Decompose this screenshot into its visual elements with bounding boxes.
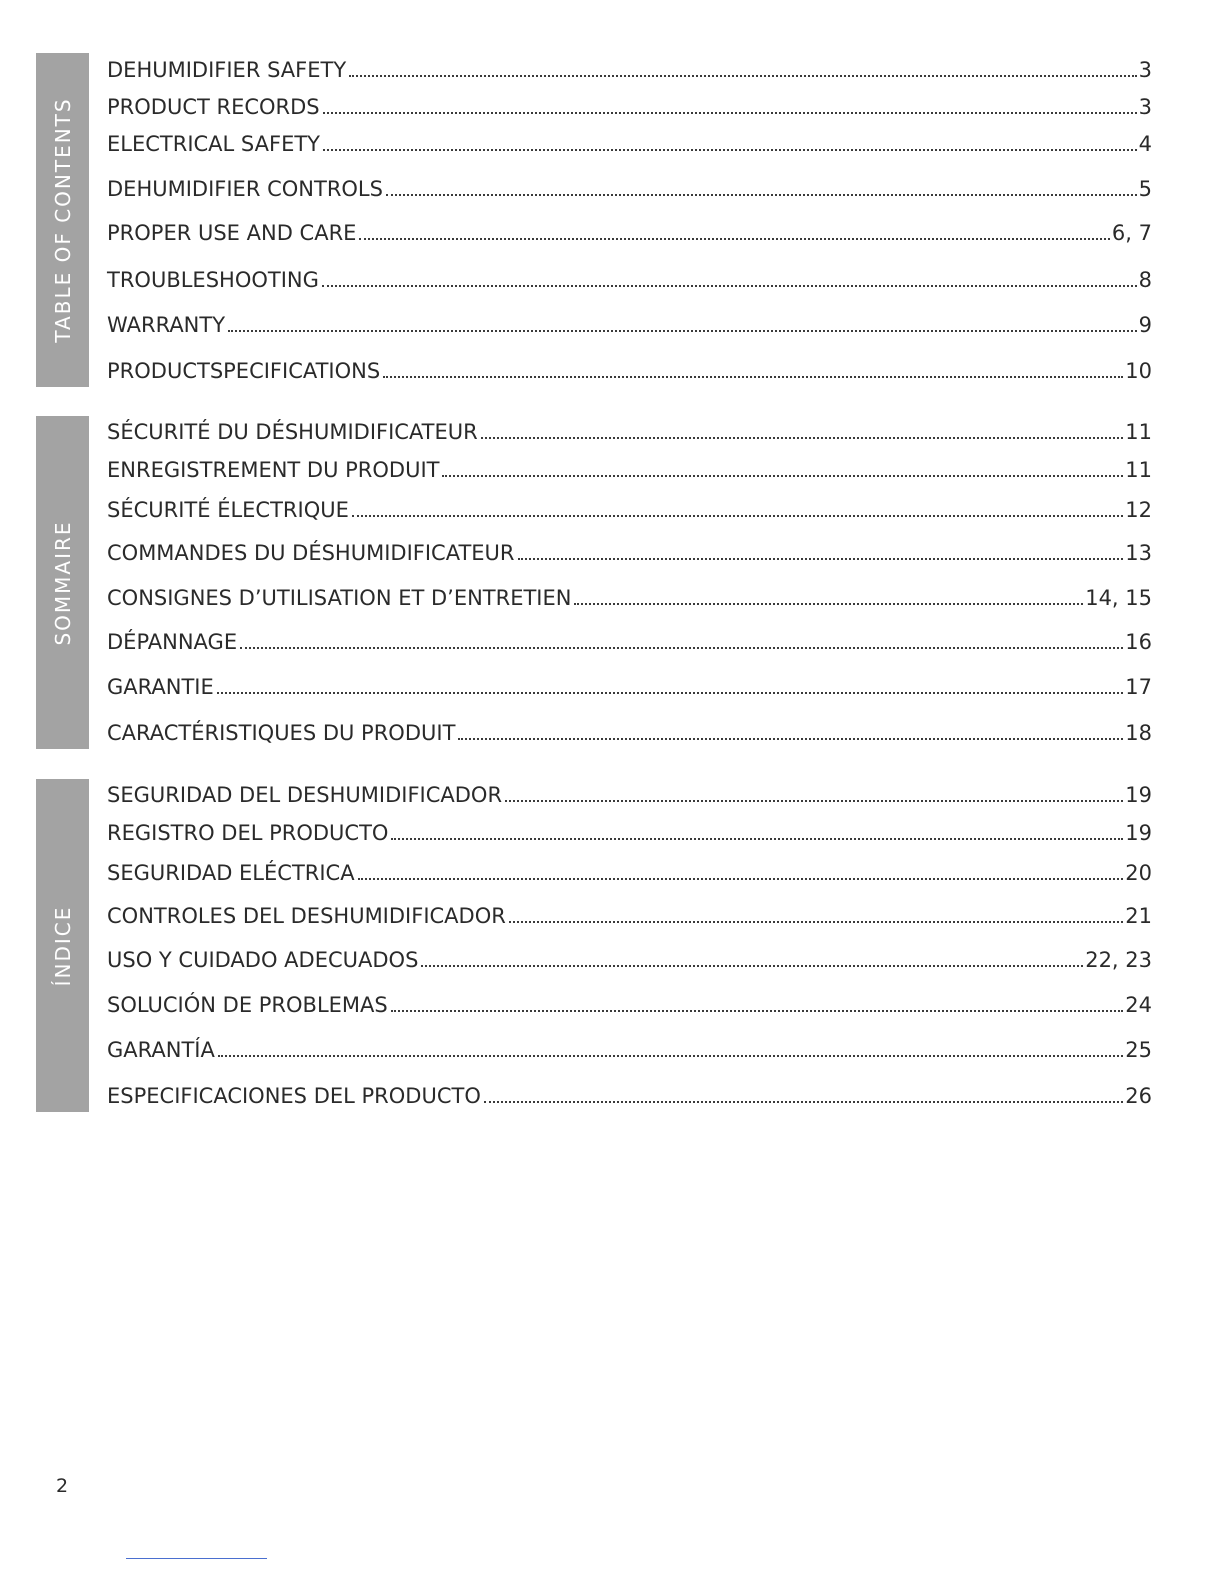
toc-entry[interactable] — [107, 947, 1152, 973]
toc-entry[interactable] — [107, 540, 1152, 566]
toc-entry-page: 10 — [1125, 359, 1152, 383]
toc-entry-title: USO Y CUIDADO ADECUADOS — [107, 948, 419, 972]
dot-leader — [505, 800, 1123, 802]
toc-entry-page: 26 — [1125, 1084, 1152, 1108]
toc-entry-title: COMMANDES DU DÉSHUMIDIFICATEUR — [107, 541, 515, 565]
toc-entry[interactable] — [107, 629, 1152, 655]
toc-entry[interactable] — [107, 312, 1152, 338]
dot-leader — [484, 1101, 1123, 1103]
toc-entry[interactable] — [107, 419, 1152, 445]
toc-entry[interactable] — [107, 497, 1152, 523]
toc-entry[interactable] — [107, 720, 1152, 746]
section-tab-label: ÍNDICE — [50, 905, 75, 986]
toc-entry-page: 12 — [1125, 498, 1152, 522]
toc-entry-page: 13 — [1125, 541, 1152, 565]
dot-leader — [323, 149, 1137, 151]
dot-leader — [391, 1010, 1124, 1012]
toc-entry-title: DEHUMIDIFIER SAFETY — [107, 58, 347, 82]
toc-entry-title: TROUBLESHOOTING — [107, 268, 319, 292]
toc-entry[interactable] — [107, 860, 1152, 886]
toc-entry-page: 11 — [1125, 458, 1152, 482]
toc-entry-page: 3 — [1138, 95, 1152, 119]
toc-section-english — [36, 53, 1156, 387]
toc-entry-page: 19 — [1125, 783, 1152, 807]
dot-leader — [518, 558, 1124, 560]
toc-entry[interactable] — [107, 992, 1152, 1018]
toc-entry-title: CONSIGNES D’UTILISATION ET D’ENTRETIEN — [107, 586, 572, 610]
toc-entry-page: 3 — [1138, 58, 1152, 82]
toc-entry-title: DEHUMIDIFIER CONTROLS — [107, 177, 383, 201]
toc-entry[interactable] — [107, 131, 1152, 157]
toc-entry-title: PRODUCTSPECIFICATIONS — [107, 359, 381, 383]
toc-entry[interactable] — [107, 820, 1152, 846]
toc-entry[interactable] — [107, 57, 1152, 83]
toc-entry[interactable] — [107, 674, 1152, 700]
toc-entry-title: REGISTRO DEL PRODUCTO — [107, 821, 389, 845]
toc-entry[interactable] — [107, 585, 1152, 611]
dot-leader — [349, 75, 1136, 77]
toc-entry[interactable] — [107, 94, 1152, 120]
toc-entry-page: 5 — [1138, 177, 1152, 201]
toc-entry-title: SEGURIDAD ELÉCTRICA — [107, 861, 355, 885]
dot-leader — [358, 878, 1124, 880]
toc-entry-page: 4 — [1138, 132, 1152, 156]
toc-entry-page: 14, 15 — [1085, 586, 1152, 610]
dot-leader — [509, 921, 1123, 923]
toc-entry-title: WARRANTY — [107, 313, 226, 337]
section-tab-label: SOMMAIRE — [50, 519, 75, 646]
toc-entry-page: 17 — [1125, 675, 1152, 699]
dot-leader — [442, 475, 1123, 477]
toc-entry[interactable] — [107, 903, 1152, 929]
toc-entry-title: CONTROLES DEL DESHUMIDIFICADOR — [107, 904, 506, 928]
dot-leader — [383, 376, 1123, 378]
toc-entry-page: 21 — [1125, 904, 1152, 928]
toc-entry-page: 6, 7 — [1111, 221, 1152, 245]
toc-entry-page: 16 — [1125, 630, 1152, 654]
footer-divider — [126, 1558, 267, 1559]
dot-leader — [240, 647, 1123, 649]
toc-entry-title: SOLUCIÓN DE PROBLEMAS — [107, 993, 388, 1017]
toc-entry-title: ELECTRICAL SAFETY — [107, 132, 321, 156]
toc-entry-title: SÉCURITÉ ÉLECTRIQUE — [107, 498, 349, 522]
toc-entry-page: 18 — [1125, 721, 1152, 745]
toc-entry-page: 9 — [1138, 313, 1152, 337]
dot-leader — [481, 437, 1124, 439]
dot-leader — [323, 112, 1137, 114]
dot-leader — [386, 194, 1137, 196]
toc-entry[interactable] — [107, 358, 1152, 384]
toc-entry[interactable] — [107, 220, 1152, 246]
toc-entry-page: 22, 23 — [1085, 948, 1152, 972]
toc-entry[interactable] — [107, 457, 1152, 483]
dot-leader — [458, 738, 1123, 740]
dot-leader — [228, 330, 1137, 332]
toc-entry-page: 25 — [1125, 1038, 1152, 1062]
toc-section-french — [36, 416, 1156, 749]
toc-entry-page: 24 — [1125, 993, 1152, 1017]
toc-entry-title: SÉCURITÉ DU DÉSHUMIDIFICATEUR — [107, 420, 478, 444]
toc-entry[interactable] — [107, 176, 1152, 202]
toc-entry-title: SEGURIDAD DEL DESHUMIDIFICADOR — [107, 783, 503, 807]
dot-leader — [352, 515, 1123, 517]
page-number: 2 — [56, 1475, 69, 1497]
toc-entry[interactable] — [107, 1083, 1152, 1109]
toc-entry-page: 8 — [1138, 268, 1152, 292]
toc-entry-title: GARANTIE — [107, 675, 214, 699]
dot-leader — [359, 238, 1109, 240]
toc-entry[interactable] — [107, 782, 1152, 808]
section-tab — [36, 53, 89, 387]
toc-entry-title: DÉPANNAGE — [107, 630, 238, 654]
toc-entry-page: 11 — [1125, 420, 1152, 444]
toc-entry-title: PRODUCT RECORDS — [107, 95, 320, 119]
dot-leader — [574, 603, 1083, 605]
section-tab — [36, 779, 89, 1112]
toc-entry-title: GARANTÍA — [107, 1038, 215, 1062]
dot-leader — [218, 1055, 1123, 1057]
section-tab — [36, 416, 89, 749]
dot-leader — [217, 692, 1124, 694]
toc-entry-page: 20 — [1125, 861, 1152, 885]
toc-section-spanish — [36, 779, 1156, 1112]
toc-entry-title: CARACTÉRISTIQUES DU PRODUIT — [107, 721, 456, 745]
dot-leader — [322, 285, 1137, 287]
toc-entry-page: 19 — [1125, 821, 1152, 845]
section-tab-label: TABLE OF CONTENTS — [50, 97, 75, 343]
toc-entry[interactable] — [107, 267, 1152, 293]
toc-entry-title: PROPER USE AND CARE — [107, 221, 357, 245]
toc-entry-title: ENREGISTREMENT DU PRODUIT — [107, 458, 440, 482]
toc-entry-title: ESPECIFICACIONES DEL PRODUCTO — [107, 1084, 481, 1108]
toc-entry[interactable] — [107, 1037, 1152, 1063]
dot-leader — [421, 965, 1083, 967]
dot-leader — [391, 838, 1123, 840]
